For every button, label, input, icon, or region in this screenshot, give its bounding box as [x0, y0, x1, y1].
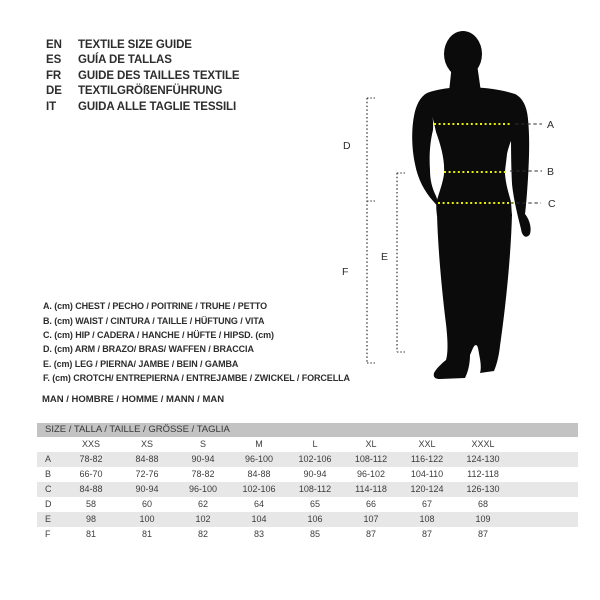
size-cell: 81: [85, 529, 96, 539]
language-title: GUÍA DE TALLAS: [78, 54, 172, 67]
size-col-xxs: XXS: [81, 439, 100, 449]
legend-line-crotch: F. (cm) CROTCH/ ENTREPIERNA / ENTREJAMBE / ZWICKEL / FORCELLA: [43, 373, 350, 384]
size-cell: 96-102: [356, 469, 386, 479]
size-table: [37, 423, 578, 542]
language-title: TEXTILGRÖßENFÜHRUNG: [78, 85, 223, 98]
size-cell: 114-118: [355, 484, 387, 494]
size-cell: 100: [139, 514, 155, 524]
size-columns-row: [37, 437, 578, 452]
size-cell: 109: [475, 514, 491, 524]
size-cell: 84-88: [247, 469, 271, 479]
size-cell: 107: [363, 514, 379, 524]
size-cell: 102: [195, 514, 211, 524]
row-label: F: [45, 529, 51, 539]
row-label: A: [45, 454, 52, 464]
size-cell: 78-82: [191, 469, 215, 479]
language-code: ES: [46, 54, 62, 67]
language-title: GUIDE DES TAILLES TEXTILE: [78, 69, 240, 82]
table-row-arm: [37, 497, 578, 512]
size-cell: 78-82: [79, 454, 103, 464]
size-cell: 62: [197, 499, 208, 509]
language-code: IT: [46, 100, 57, 113]
size-cell: 120-124: [410, 484, 444, 494]
legend-line-arm: D. (cm) ARM / BRAZO/ BRAS/ WAFFEN / BRACCIA: [43, 344, 254, 355]
size-cell: 58: [85, 499, 96, 509]
size-cell: 108: [419, 514, 435, 524]
row-label: D: [45, 499, 52, 509]
legend-line-leg: E. (cm) LEG / PIERNA/ JAMBE / BEIN / GAMBA: [43, 358, 239, 369]
size-cell: 84-88: [135, 454, 159, 464]
size-cell: 81: [141, 529, 152, 539]
size-cell: 102-106: [242, 484, 276, 494]
size-cell: 108-112: [298, 484, 332, 494]
row-label: C: [45, 484, 52, 494]
size-cell: 82: [197, 529, 208, 539]
size-cell: 72-76: [135, 469, 159, 479]
table-row-hip: [37, 482, 578, 497]
language-row-es: [46, 53, 240, 69]
table-row-leg: [37, 512, 578, 527]
size-col-xxxl: XXXL: [471, 439, 495, 449]
row-label: B: [45, 469, 52, 479]
size-col-m: M: [255, 439, 263, 449]
language-title-list: [46, 37, 240, 115]
size-cell: 85: [309, 529, 320, 539]
size-cell: 98: [85, 514, 96, 524]
gender-heading: MAN / HOMBRE / HOMME / MANN / MAN: [42, 394, 225, 405]
man-silhouette: [412, 31, 530, 379]
row-label: E: [45, 514, 52, 524]
legend-line-chest: A. (cm) CHEST / PECHO / POITRINE / TRUHE / PETTO: [43, 301, 268, 312]
size-cell: 65: [309, 499, 320, 509]
size-cell: 102-106: [298, 454, 332, 464]
size-cell: 64: [253, 499, 264, 509]
size-col-xs: XS: [140, 439, 153, 449]
table-row-chest: [37, 452, 578, 467]
size-col-s: S: [199, 439, 206, 449]
size-cell: 126-130: [466, 484, 500, 494]
language-code: FR: [46, 69, 62, 82]
table-row-waist: [37, 467, 578, 482]
size-cell: 66-70: [79, 469, 103, 479]
size-cell: 66: [365, 499, 376, 509]
size-cell: 67: [421, 499, 432, 509]
size-cell: 104: [251, 514, 267, 524]
size-table-title-band: SIZE / TALLA / TAILLE / GRÖSSE / TAGLIA: [37, 423, 578, 437]
measurement-legend: [43, 299, 350, 385]
size-cell: 106: [307, 514, 323, 524]
size-cell: 84-88: [79, 484, 103, 494]
size-cell: 108-112: [354, 454, 388, 464]
size-cell: 90-94: [191, 454, 215, 464]
language-row-fr: [46, 68, 240, 84]
size-cell: 60: [141, 499, 152, 509]
size-cell: 104-110: [410, 469, 444, 479]
language-code: DE: [46, 85, 62, 98]
marker-chest: A: [547, 119, 555, 131]
size-cell: 68: [477, 499, 488, 509]
size-cell: 90-94: [135, 484, 159, 494]
size-cell: 116-122: [410, 454, 444, 464]
marker-waist: B: [547, 166, 555, 178]
marker-leg: E: [381, 251, 389, 263]
legend-line-hip: C. (cm) HIP / CADERA / HANCHE / HÜFTE / HIPSD. (cm): [43, 329, 274, 340]
marker-arm: D: [343, 140, 351, 152]
size-cell: 124-130: [466, 454, 500, 464]
size-cell: 83: [253, 529, 264, 539]
table-row-crotch: [37, 527, 578, 542]
size-cell: 96-100: [188, 484, 218, 494]
size-cell: 87: [477, 529, 488, 539]
size-cell: 90-94: [303, 469, 327, 479]
man-measurement-diagram: [330, 18, 585, 393]
size-cell: 87: [421, 529, 432, 539]
language-code: EN: [46, 38, 62, 51]
size-col-xxl: XXL: [418, 439, 436, 449]
size-col-xl: XL: [365, 439, 377, 449]
size-col-l: L: [312, 439, 318, 449]
language-title: TEXTILE SIZE GUIDE: [78, 38, 192, 51]
legend-line-waist: B. (cm) WAIST / CINTURA / TAILLE / HÜFTUNG / VITA: [43, 315, 265, 326]
size-columns-spacer: [37, 437, 63, 452]
language-title: GUIDA ALLE TAGLIE TESSILI: [78, 100, 237, 113]
marker-hip: C: [548, 198, 556, 210]
marker-crotch: F: [342, 266, 349, 278]
size-cell: 96-100: [244, 454, 274, 464]
language-row-en: [46, 37, 240, 53]
language-row-it: [46, 99, 240, 115]
size-cell: 87: [365, 529, 376, 539]
language-row-de: [46, 84, 240, 100]
size-cell: 112-118: [467, 469, 499, 479]
